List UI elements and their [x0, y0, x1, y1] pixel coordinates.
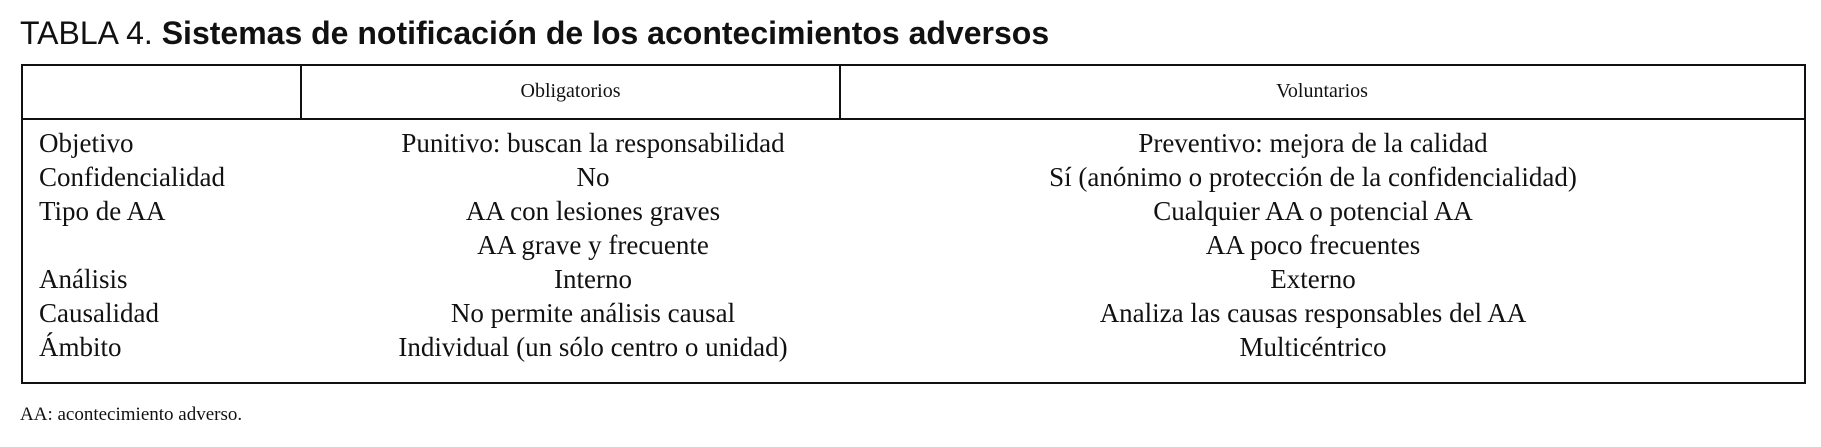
cell-voluntarios: Sí (anónimo o protección de la confidencialidad)	[1049, 162, 1577, 192]
cell-voluntarios: Analiza las causas responsables del AA	[1099, 298, 1527, 328]
cell-obligatorios: AA grave y frecuente	[477, 230, 709, 260]
row-label: Objetivo	[39, 128, 134, 158]
cell-voluntarios: AA poco frecuentes	[1205, 230, 1421, 260]
cell-voluntarios: Cualquier AA o potencial AA	[1153, 196, 1473, 226]
table-caption: Sistemas de notificación de los acontecimientos adversos	[161, 15, 1050, 51]
table-row	[23, 296, 1804, 330]
row-label: Análisis	[39, 264, 128, 294]
header-cell-empty	[23, 66, 300, 118]
cell-obligatorios: Punitivo: buscan la responsabilidad	[401, 128, 785, 158]
cell-obligatorios: No permite análisis causal	[450, 298, 736, 328]
cell-obligatorios: AA con lesiones graves	[465, 196, 721, 226]
table-body	[23, 126, 1804, 364]
header-obligatorios: Obligatorios	[520, 80, 621, 102]
table-row	[23, 330, 1804, 364]
cell-obligatorios: Interno	[554, 264, 632, 294]
row-label: Tipo de AA	[39, 196, 166, 226]
table-title	[20, 8, 1049, 58]
table-row	[23, 194, 1804, 228]
header-voluntarios: Voluntarios	[1276, 80, 1368, 102]
table-number: TABLA 4.	[20, 15, 153, 51]
table-row	[23, 228, 1804, 262]
cell-voluntarios: Multicéntrico	[1239, 332, 1387, 362]
table-footnote: AA: acontecimiento adverso.	[20, 404, 243, 425]
row-label: Confidencialidad	[39, 162, 225, 192]
table-header-row	[23, 66, 1804, 120]
cell-obligatorios: No	[576, 162, 610, 192]
comparison-table	[21, 64, 1806, 384]
table-row	[23, 126, 1804, 160]
row-label: Causalidad	[39, 298, 159, 328]
cell-voluntarios: Preventivo: mejora de la calidad	[1138, 128, 1488, 158]
cell-obligatorios: Individual (un sólo centro o unidad)	[398, 332, 788, 362]
cell-voluntarios: Externo	[1270, 264, 1356, 294]
table-row	[23, 160, 1804, 194]
table-row	[23, 262, 1804, 296]
row-label: Ámbito	[39, 332, 122, 362]
